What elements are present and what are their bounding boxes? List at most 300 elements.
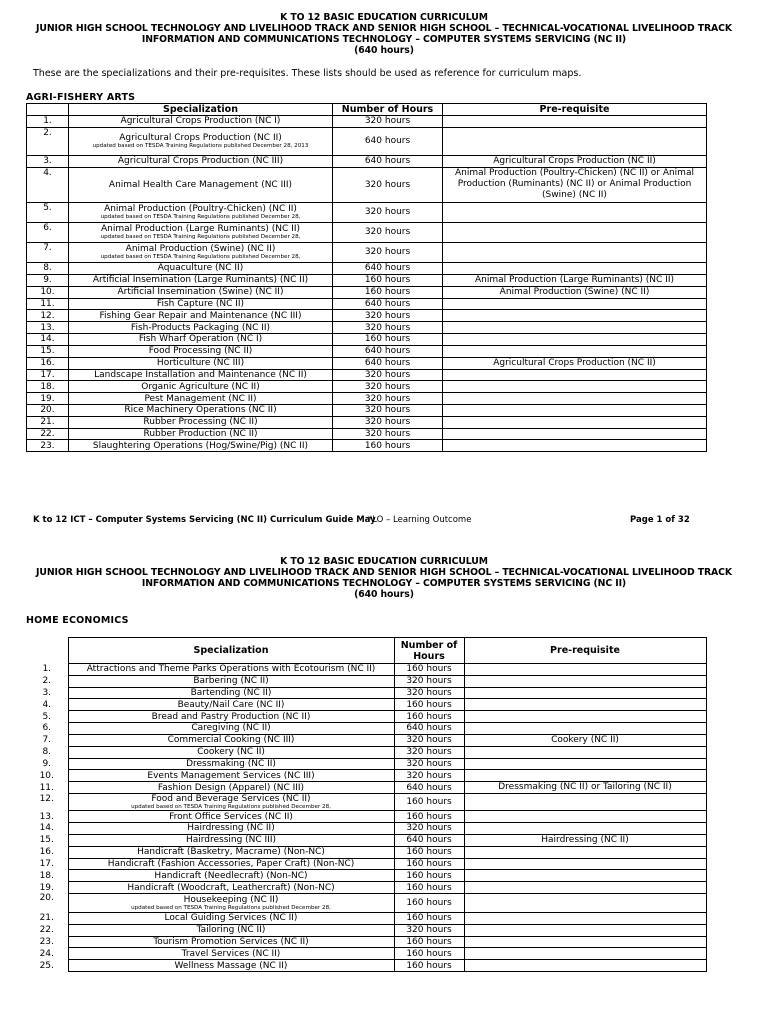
hours-cell: 160 hours xyxy=(394,912,464,924)
row-number: 4. xyxy=(27,167,69,202)
specialization-name: Handicraft (Needlecraft) (Non-NC) xyxy=(154,870,308,881)
row-number-header xyxy=(26,638,68,664)
prerequisite-cell xyxy=(443,404,707,416)
specialization-header: Specialization xyxy=(69,104,333,116)
prerequisite-cell xyxy=(464,948,706,960)
table-row xyxy=(27,116,707,128)
row-number: 4. xyxy=(26,699,68,711)
row-number: 15. xyxy=(26,834,68,846)
hours-cell: 320 hours xyxy=(333,428,443,440)
hours-cell: 640 hours xyxy=(333,345,443,357)
specialization-note: updated based on TESDA Training Regulations published December 28, xyxy=(100,214,301,221)
section-title-agri-fishery: AGRI-FISHERY ARTS xyxy=(26,92,136,103)
hours-cell: 320 hours xyxy=(333,202,443,222)
specialization-cell xyxy=(69,262,333,274)
specialization-cell xyxy=(68,822,394,834)
specialization-name: Caregiving (NC II) xyxy=(191,723,271,734)
table-row xyxy=(26,882,706,894)
hours-cell: 320 hours xyxy=(394,758,464,770)
table-row xyxy=(26,675,706,687)
table-row xyxy=(27,357,707,369)
specialization-note: updated based on TESDA Training Regulations published December 28, xyxy=(131,904,331,911)
hours-cell: 640 hours xyxy=(333,262,443,274)
specialization-name: Handicraft (Woodcraft, Leathercraft) (Non-NC) xyxy=(127,882,335,893)
specialization-cell xyxy=(69,416,333,428)
header-line-2: JUNIOR HIGH SCHOOL TECHNOLOGY AND LIVELIHOOD TRACK AND SENIOR HIGH SCHOOL – TECHNICAL-VOCATIONAL LIVELIHOOD TRACK xyxy=(36,23,732,34)
prerequisite-cell xyxy=(464,687,706,699)
hours-cell: 160 hours xyxy=(333,274,443,286)
prerequisite-cell xyxy=(464,711,706,723)
row-number: 13. xyxy=(26,811,68,823)
specialization-name: Agricultural Crops Production (NC I) xyxy=(120,116,281,127)
row-number: 23. xyxy=(26,936,68,948)
hours-cell: 320 hours xyxy=(333,167,443,202)
specialization-cell xyxy=(68,948,394,960)
specialization-name: Food and Beverage Services (NC II) xyxy=(151,794,311,805)
specialization-cell xyxy=(69,286,333,298)
table-row xyxy=(26,711,706,723)
prerequisite-cell xyxy=(464,882,706,894)
specialization-cell xyxy=(69,440,333,452)
specialization-name: Beauty/Nail Care (NC II) xyxy=(177,699,285,710)
section-title-home-economics: HOME ECONOMICS xyxy=(26,615,129,626)
table-row xyxy=(26,782,706,794)
prerequisite-cell xyxy=(443,345,707,357)
hours-cell: 160 hours xyxy=(394,936,464,948)
specialization-name: Barbering (NC II) xyxy=(193,676,269,687)
table-row xyxy=(26,811,706,823)
specialization-name: Handicraft (Basketry, Macrame) (Non-NC) xyxy=(137,847,325,858)
specialization-name: Agricultural Crops Production (NC II) xyxy=(119,133,282,144)
hours-cell: 320 hours xyxy=(333,404,443,416)
specialization-name: Artificial Insemination (Large Ruminants) (NC II) xyxy=(92,275,309,286)
hours-cell: 160 hours xyxy=(394,948,464,960)
table-row xyxy=(26,794,706,811)
table-row xyxy=(26,912,706,924)
specialization-cell xyxy=(68,794,394,811)
specialization-name: Travel Services (NC II) xyxy=(181,948,281,959)
table-row xyxy=(26,758,706,770)
table-row xyxy=(27,322,707,334)
specialization-name: Rubber Production (NC II) xyxy=(143,428,258,439)
row-number: 25. xyxy=(26,960,68,972)
row-number: 20. xyxy=(27,404,69,416)
specialization-note: updated based on TESDA Training Regulations published December 28, 2013 xyxy=(92,143,309,150)
prerequisite-cell xyxy=(464,675,706,687)
row-number: 2. xyxy=(27,127,69,155)
row-number: 24. xyxy=(26,948,68,960)
table-row xyxy=(27,262,707,274)
table-row xyxy=(27,345,707,357)
specialization-cell xyxy=(69,127,333,155)
specialization-name: Pest Management (NC II) xyxy=(144,393,257,404)
specialization-cell xyxy=(68,882,394,894)
specialization-cell xyxy=(68,687,394,699)
specialization-name: Front Office Services (NC II) xyxy=(169,811,293,822)
table-row xyxy=(26,822,706,834)
table-row xyxy=(26,770,706,782)
specialization-cell xyxy=(69,333,333,345)
prerequisite-cell xyxy=(443,127,707,155)
hours-cell: 320 hours xyxy=(333,381,443,393)
prerequisite-header: Pre-requisite xyxy=(443,104,707,116)
prerequisite-cell xyxy=(464,822,706,834)
footer-page-number: Page 1 of 32 xyxy=(630,515,690,525)
table-row xyxy=(26,948,706,960)
specialization-name: Events Management Services (NC III) xyxy=(147,770,315,781)
agri-fishery-table-body xyxy=(27,116,707,452)
specialization-name: Tourism Promotion Services (NC II) xyxy=(153,936,309,947)
specialization-cell xyxy=(68,664,394,676)
table-row xyxy=(27,381,707,393)
table-row xyxy=(27,127,707,155)
prerequisite-cell xyxy=(464,870,706,882)
specialization-name: Animal Health Care Management (NC III) xyxy=(108,179,293,190)
row-number: 19. xyxy=(26,882,68,894)
specialization-cell xyxy=(69,404,333,416)
prerequisite-cell: Hairdressing (NC II) xyxy=(464,834,706,846)
hours-cell: 320 hours xyxy=(394,822,464,834)
hours-cell: 160 hours xyxy=(394,811,464,823)
prerequisite-cell xyxy=(443,322,707,334)
row-number: 21. xyxy=(27,416,69,428)
hours-cell: 320 hours xyxy=(394,746,464,758)
row-number: 21. xyxy=(26,912,68,924)
row-number: 23. xyxy=(27,440,69,452)
table-row xyxy=(26,960,706,972)
specialization-name: Dressmaking (NC II) xyxy=(186,758,276,769)
specialization-name: Horticulture (NC III) xyxy=(156,358,245,369)
prerequisite-cell xyxy=(443,310,707,322)
header-line-3: INFORMATION AND COMMUNICATIONS TECHNOLOGY – COMPUTER SYSTEMS SERVICING (NC II) xyxy=(141,34,627,45)
prerequisite-cell xyxy=(464,893,706,912)
prerequisite-cell: Agricultural Crops Production (NC II) xyxy=(443,357,707,369)
prerequisite-cell xyxy=(464,960,706,972)
specialization-name: Bread and Pastry Production (NC II) xyxy=(151,711,311,722)
header-line-3: INFORMATION AND COMMUNICATIONS TECHNOLOGY – COMPUTER SYSTEMS SERVICING (NC II) xyxy=(141,578,627,589)
row-number: 8. xyxy=(27,262,69,274)
specialization-name: Fish Wharf Operation (NC I) xyxy=(138,334,263,345)
specialization-note: updated based on TESDA Training Regulations published December 28, xyxy=(100,234,301,241)
hours-cell: 320 hours xyxy=(333,369,443,381)
specialization-name: Animal Production (Poultry-Chicken) (NC II) xyxy=(104,204,297,215)
specialization-name: Rice Machinery Operations (NC II) xyxy=(124,405,277,416)
specialization-name: Aquaculture (NC II) xyxy=(157,263,244,274)
specialization-cell xyxy=(69,167,333,202)
hours-cell: 160 hours xyxy=(394,893,464,912)
hours-cell: 160 hours xyxy=(394,882,464,894)
specialization-cell xyxy=(68,936,394,948)
prerequisite-cell: Dressmaking (NC II) or Tailoring (NC II) xyxy=(464,782,706,794)
specialization-name: Landscape Installation and Maintenance (NC II) xyxy=(94,369,307,380)
table-row xyxy=(27,310,707,322)
row-number: 5. xyxy=(26,711,68,723)
prerequisite-cell xyxy=(464,811,706,823)
row-number: 6. xyxy=(27,222,69,242)
prerequisite-cell xyxy=(443,440,707,452)
specialization-name: Attractions and Theme Parks Operations with Ecotourism (NC II) xyxy=(86,664,376,675)
prerequisite-cell xyxy=(443,369,707,381)
footer-middle: *LO – Learning Outcome xyxy=(368,515,472,525)
prerequisite-cell xyxy=(443,416,707,428)
table-row xyxy=(26,734,706,746)
prerequisite-cell xyxy=(443,116,707,128)
hours-cell: 640 hours xyxy=(333,127,443,155)
prerequisite-cell xyxy=(464,664,706,676)
specialization-cell xyxy=(69,202,333,222)
row-number: 12. xyxy=(26,794,68,811)
row-number-header xyxy=(27,104,69,116)
specialization-name: Housekeeping (NC II) xyxy=(183,894,279,905)
specialization-cell xyxy=(68,924,394,936)
prerequisite-cell xyxy=(443,381,707,393)
hours-cell: 160 hours xyxy=(333,440,443,452)
specialization-name: Animal Production (Swine) (NC II) xyxy=(125,244,276,255)
table-row xyxy=(26,893,706,912)
specialization-name: Organic Agriculture (NC II) xyxy=(141,381,260,392)
hours-cell: 320 hours xyxy=(333,222,443,242)
specialization-name: Hairdressing (NC II) xyxy=(187,823,275,834)
specialization-cell xyxy=(69,242,333,262)
prerequisite-cell xyxy=(464,936,706,948)
hours-cell: 320 hours xyxy=(394,687,464,699)
prerequisite-cell xyxy=(464,699,706,711)
row-number: 3. xyxy=(27,155,69,167)
row-number: 22. xyxy=(26,924,68,936)
specialization-cell xyxy=(69,322,333,334)
specialization-cell xyxy=(69,345,333,357)
specialization-name: Fish Capture (NC II) xyxy=(156,298,245,309)
table-row xyxy=(26,746,706,758)
table-row xyxy=(27,369,707,381)
hours-cell: 320 hours xyxy=(333,393,443,405)
specialization-cell xyxy=(69,274,333,286)
hours-cell: 160 hours xyxy=(394,870,464,882)
curriculum-header-1 xyxy=(0,12,768,56)
specialization-cell xyxy=(68,699,394,711)
row-number: 7. xyxy=(27,242,69,262)
prerequisite-cell: Animal Production (Swine) (NC II) xyxy=(443,286,707,298)
specialization-name: Artificial Insemination (Swine) (NC II) xyxy=(117,287,284,298)
prerequisite-cell xyxy=(443,242,707,262)
row-number: 7. xyxy=(26,734,68,746)
hours-cell: 640 hours xyxy=(394,782,464,794)
row-number: 1. xyxy=(26,664,68,676)
hours-cell: 320 hours xyxy=(333,116,443,128)
specialization-name: Slaughtering Operations (Hog/Swine/Pig) (NC II) xyxy=(92,440,309,451)
table-row xyxy=(27,155,707,167)
row-number: 5. xyxy=(27,202,69,222)
hours-cell: 320 hours xyxy=(333,310,443,322)
specialization-cell xyxy=(68,675,394,687)
table-row xyxy=(27,242,707,262)
hours-cell: 640 hours xyxy=(394,722,464,734)
row-number: 11. xyxy=(27,298,69,310)
specialization-cell xyxy=(68,711,394,723)
hours-cell: 320 hours xyxy=(394,770,464,782)
hours-cell: 640 hours xyxy=(394,834,464,846)
specialization-cell xyxy=(68,870,394,882)
specialization-cell xyxy=(68,834,394,846)
prerequisite-cell: Cookery (NC II) xyxy=(464,734,706,746)
row-number: 17. xyxy=(27,369,69,381)
table-row xyxy=(26,664,706,676)
hours-cell: 320 hours xyxy=(333,322,443,334)
row-number: 18. xyxy=(26,870,68,882)
row-number: 19. xyxy=(27,393,69,405)
prerequisite-cell xyxy=(443,202,707,222)
prerequisite-cell xyxy=(464,846,706,858)
table-row xyxy=(26,699,706,711)
specialization-cell xyxy=(69,369,333,381)
specialization-cell xyxy=(68,770,394,782)
table-row xyxy=(27,440,707,452)
prerequisite-header: Pre-requisite xyxy=(464,638,706,664)
row-number: 11. xyxy=(26,782,68,794)
specialization-cell xyxy=(69,298,333,310)
specialization-name: Fishing Gear Repair and Maintenance (NC III) xyxy=(99,310,302,321)
row-number: 3. xyxy=(26,687,68,699)
row-number: 12. xyxy=(27,310,69,322)
prerequisite-cell xyxy=(443,393,707,405)
table-row xyxy=(27,274,707,286)
agri-fishery-table xyxy=(26,103,707,452)
hours-header: Number of Hours xyxy=(394,638,464,664)
hours-cell: 160 hours xyxy=(333,286,443,298)
table-row xyxy=(26,858,706,870)
prerequisite-cell: Animal Production (Poultry-Chicken) (NC II) or Animal Production (Ruminants) (NC II) or Animal Production (Swine) (NC II) xyxy=(443,167,707,202)
intro-text: These are the specializations and their pre-requisites. These lists should be used as reference for curriculum maps. xyxy=(33,68,582,79)
specialization-cell xyxy=(68,811,394,823)
row-number: 17. xyxy=(26,858,68,870)
table-row xyxy=(26,846,706,858)
home-economics-table xyxy=(26,637,707,972)
home-economics-table-body xyxy=(26,664,706,972)
row-number: 16. xyxy=(27,357,69,369)
specialization-cell xyxy=(68,782,394,794)
table-row xyxy=(26,834,706,846)
row-number: 2. xyxy=(26,675,68,687)
specialization-cell xyxy=(68,960,394,972)
prerequisite-cell: Agricultural Crops Production (NC II) xyxy=(443,155,707,167)
specialization-note: updated based on TESDA Training Regulations published December 28, xyxy=(131,804,331,811)
hours-cell: 320 hours xyxy=(394,734,464,746)
prerequisite-cell xyxy=(443,298,707,310)
hours-cell: 320 hours xyxy=(333,242,443,262)
specialization-cell xyxy=(69,428,333,440)
hours-header: Number of Hours xyxy=(333,104,443,116)
row-number: 16. xyxy=(26,846,68,858)
specialization-cell xyxy=(69,116,333,128)
specialization-cell xyxy=(69,155,333,167)
table-row xyxy=(27,298,707,310)
row-number: 18. xyxy=(27,381,69,393)
specialization-cell xyxy=(69,357,333,369)
specialization-name: Animal Production (Large Ruminants) (NC II) xyxy=(101,224,300,235)
specialization-cell xyxy=(69,393,333,405)
specialization-cell xyxy=(68,846,394,858)
specialization-name: Wellness Massage (NC II) xyxy=(174,960,288,971)
hours-cell: 160 hours xyxy=(394,699,464,711)
table-row xyxy=(26,870,706,882)
specialization-cell xyxy=(68,912,394,924)
row-number: 10. xyxy=(26,770,68,782)
specialization-name: Handicraft (Fashion Accessories, Paper Craft) (Non-NC) xyxy=(107,858,355,869)
hours-cell: 640 hours xyxy=(333,155,443,167)
specialization-name: Cookery (NC II) xyxy=(197,747,265,758)
table-row xyxy=(27,404,707,416)
specialization-cell xyxy=(69,381,333,393)
prerequisite-cell xyxy=(464,858,706,870)
table-row xyxy=(27,167,707,202)
specialization-name: Food Processing (NC II) xyxy=(148,346,253,357)
table-row xyxy=(26,687,706,699)
specialization-cell xyxy=(69,222,333,242)
hours-cell: 640 hours xyxy=(333,357,443,369)
specialization-cell xyxy=(68,858,394,870)
row-number: 9. xyxy=(27,274,69,286)
table-row xyxy=(27,393,707,405)
row-number: 8. xyxy=(26,746,68,758)
table-row xyxy=(27,416,707,428)
prerequisite-cell: Animal Production (Large Ruminants) (NC II) xyxy=(443,274,707,286)
hours-cell: 160 hours xyxy=(333,333,443,345)
specialization-name: Local Guiding Services (NC II) xyxy=(164,913,298,924)
header-line-1: K TO 12 BASIC EDUCATION CURRICULUM xyxy=(280,12,488,23)
header-line-2: JUNIOR HIGH SCHOOL TECHNOLOGY AND LIVELIHOOD TRACK AND SENIOR HIGH SCHOOL – TECHNICAL-VOCATIONAL LIVELIHOOD TRACK xyxy=(36,567,732,578)
row-number: 13. xyxy=(27,322,69,334)
prerequisite-cell xyxy=(443,428,707,440)
prerequisite-cell xyxy=(443,333,707,345)
table-row xyxy=(26,722,706,734)
footer-left: K to 12 ICT – Computer Systems Servicing (NC II) Curriculum Guide May xyxy=(33,515,376,525)
hours-cell: 320 hours xyxy=(394,675,464,687)
header-line-1: K TO 12 BASIC EDUCATION CURRICULUM xyxy=(280,556,488,567)
specialization-cell xyxy=(68,734,394,746)
header-line-4: (640 hours) xyxy=(354,45,414,56)
row-number: 14. xyxy=(26,822,68,834)
specialization-cell xyxy=(68,746,394,758)
prerequisite-cell xyxy=(443,222,707,242)
specialization-name: Agricultural Crops Production (NC III) xyxy=(117,156,284,167)
prerequisite-cell xyxy=(464,722,706,734)
hours-cell: 160 hours xyxy=(394,711,464,723)
prerequisite-cell xyxy=(464,758,706,770)
specialization-cell xyxy=(68,893,394,912)
specialization-name: Commercial Cooking (NC III) xyxy=(167,735,295,746)
specialization-cell xyxy=(68,722,394,734)
table-row xyxy=(27,333,707,345)
prerequisite-cell xyxy=(464,794,706,811)
row-number: 10. xyxy=(27,286,69,298)
table-row xyxy=(26,924,706,936)
specialization-name: Bartending (NC II) xyxy=(190,687,272,698)
specialization-header: Specialization xyxy=(68,638,394,664)
table-row xyxy=(27,202,707,222)
row-number: 14. xyxy=(27,333,69,345)
specialization-name: Hairdressing (NC III) xyxy=(185,835,277,846)
header-line-4: (640 hours) xyxy=(354,589,414,600)
prerequisite-cell xyxy=(464,924,706,936)
hours-cell: 160 hours xyxy=(394,858,464,870)
hours-cell: 160 hours xyxy=(394,794,464,811)
specialization-name: Fish-Products Packaging (NC II) xyxy=(130,322,271,333)
specialization-note: updated based on TESDA Training Regulations published December 28, xyxy=(100,254,301,261)
specialization-name: Tailoring (NC II) xyxy=(196,925,266,936)
table-row xyxy=(27,428,707,440)
prerequisite-cell xyxy=(464,770,706,782)
specialization-cell xyxy=(69,310,333,322)
